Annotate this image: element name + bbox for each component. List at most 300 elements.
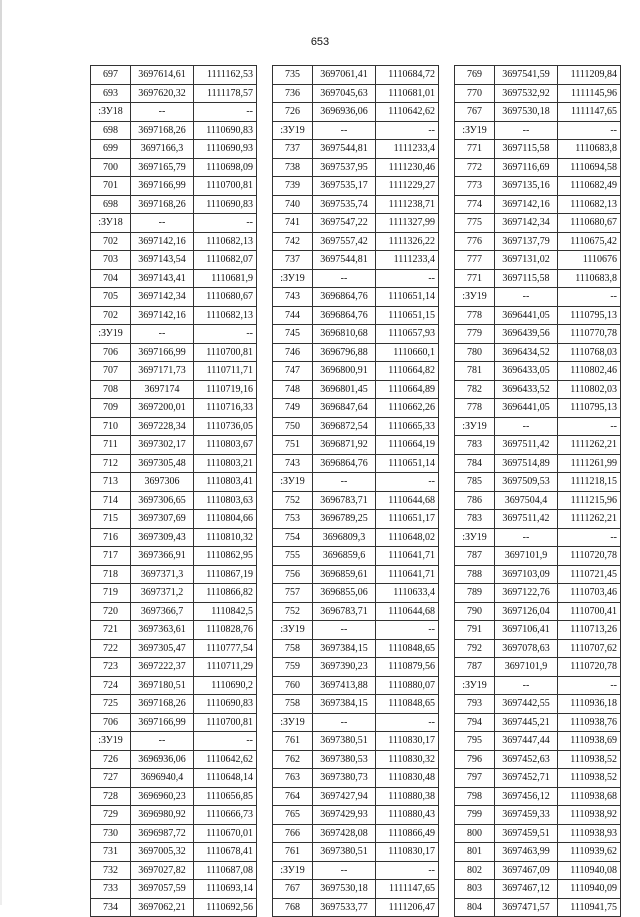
y-coordinate-cell: 1110656,85: [194, 787, 257, 806]
point-number-cell: 783: [455, 436, 495, 455]
point-number-cell: 699: [91, 140, 131, 159]
table-row: [91, 806, 257, 825]
x-coordinate-cell: 3696433,52: [495, 380, 558, 399]
y-coordinate-cell: 1110657,93: [376, 325, 439, 344]
x-coordinate-cell: 3697116,69: [495, 158, 558, 177]
y-coordinate-cell: 1111162,53: [194, 66, 257, 85]
table-row: [273, 787, 439, 806]
point-number-cell: 800: [455, 824, 495, 843]
x-coordinate-cell: 3696800,91: [313, 362, 376, 381]
point-number-cell: :ЗУ19: [91, 325, 131, 344]
point-number-cell: 775: [455, 214, 495, 233]
table-row: [273, 528, 439, 547]
y-coordinate-cell: 1110664,89: [376, 380, 439, 399]
point-number-cell: 763: [273, 769, 313, 788]
y-coordinate-cell: 1111215,96: [558, 491, 621, 510]
y-coordinate-cell: 1110802,03: [558, 380, 621, 399]
x-coordinate-cell: 3697309,43: [131, 528, 194, 547]
y-coordinate-cell: 1110711,71: [194, 362, 257, 381]
x-coordinate-cell: --: [131, 325, 194, 344]
point-number-cell: 735: [273, 66, 313, 85]
table-row: [273, 676, 439, 695]
x-coordinate-cell: --: [313, 621, 376, 640]
x-coordinate-cell: 3697142,16: [131, 306, 194, 325]
x-coordinate-cell: 3697442,55: [495, 695, 558, 714]
point-number-cell: 727: [91, 769, 131, 788]
point-number-cell: 720: [91, 602, 131, 621]
x-coordinate-cell: 3697106,41: [495, 621, 558, 640]
table-row: [273, 103, 439, 122]
table-row: [91, 306, 257, 325]
y-coordinate-cell: 1110842,5: [194, 602, 257, 621]
x-coordinate-cell: 3697459,51: [495, 824, 558, 843]
table-row: [91, 325, 257, 344]
table-row: [273, 417, 439, 436]
table-row: [91, 880, 257, 899]
x-coordinate-cell: 3697142,34: [495, 214, 558, 233]
y-coordinate-cell: 1110880,43: [376, 806, 439, 825]
table-row: [91, 473, 257, 492]
point-number-cell: 731: [91, 843, 131, 862]
table-row: [91, 288, 257, 307]
y-coordinate-cell: 1110879,56: [376, 658, 439, 677]
x-coordinate-cell: --: [131, 214, 194, 233]
x-coordinate-cell: 3697307,69: [131, 510, 194, 529]
x-coordinate-cell: 3697174: [131, 380, 194, 399]
y-coordinate-cell: 1110700,81: [194, 177, 257, 196]
table-row: [455, 436, 621, 455]
x-coordinate-cell: --: [313, 121, 376, 140]
point-number-cell: 752: [273, 602, 313, 621]
y-coordinate-cell: 1110939,62: [558, 843, 621, 862]
table-row: [91, 417, 257, 436]
x-coordinate-cell: 3697101,9: [495, 547, 558, 566]
x-coordinate-cell: 3697371,3: [131, 565, 194, 584]
table-row: [273, 806, 439, 825]
table-row: [455, 547, 621, 566]
x-coordinate-cell: 3697452,63: [495, 750, 558, 769]
y-coordinate-cell: 1110666,73: [194, 806, 257, 825]
point-number-cell: 716: [91, 528, 131, 547]
x-coordinate-cell: 3696936,06: [313, 103, 376, 122]
x-coordinate-cell: 3696809,3: [313, 528, 376, 547]
x-coordinate-cell: 3697027,82: [131, 861, 194, 880]
table-row: [455, 66, 621, 85]
x-coordinate-cell: 3697544,81: [313, 140, 376, 159]
y-coordinate-cell: 1111233,4: [376, 251, 439, 270]
point-number-cell: 708: [91, 380, 131, 399]
x-coordinate-cell: 3696441,05: [495, 399, 558, 418]
y-coordinate-cell: 1110690,2: [194, 676, 257, 695]
x-coordinate-cell: 3697537,95: [313, 158, 376, 177]
y-coordinate-cell: 1110770,78: [558, 325, 621, 344]
x-coordinate-cell: 3697305,47: [131, 639, 194, 658]
table-row: [455, 713, 621, 732]
x-coordinate-cell: 3696871,92: [313, 436, 376, 455]
x-coordinate-cell: 3697511,42: [495, 510, 558, 529]
y-coordinate-cell: 1111261,99: [558, 454, 621, 473]
y-coordinate-cell: 1110690,93: [194, 140, 257, 159]
x-coordinate-cell: 3697103,09: [495, 565, 558, 584]
x-coordinate-cell: 3696847,64: [313, 399, 376, 418]
point-number-cell: 707: [91, 362, 131, 381]
x-coordinate-cell: 3697166,99: [131, 713, 194, 732]
table-row: [455, 473, 621, 492]
point-number-cell: 766: [273, 824, 313, 843]
x-coordinate-cell: 3697380,53: [313, 750, 376, 769]
coordinate-table-1: [90, 65, 257, 917]
table-row: [91, 214, 257, 233]
y-coordinate-cell: 1110693,14: [194, 880, 257, 899]
y-coordinate-cell: 1110830,17: [376, 732, 439, 751]
table-row: [455, 417, 621, 436]
point-number-cell: 778: [455, 399, 495, 418]
x-coordinate-cell: 3697143,54: [131, 251, 194, 270]
table-row: [455, 806, 621, 825]
point-number-cell: 796: [455, 750, 495, 769]
x-coordinate-cell: 3697380,51: [313, 732, 376, 751]
table-row: [91, 177, 257, 196]
point-number-cell: 751: [273, 436, 313, 455]
x-coordinate-cell: 3697045,63: [313, 84, 376, 103]
point-number-cell: 726: [273, 103, 313, 122]
point-number-cell: :ЗУ19: [455, 676, 495, 695]
table-row: [273, 621, 439, 640]
table-row: [455, 325, 621, 344]
table-row: [455, 732, 621, 751]
table-row: [455, 769, 621, 788]
x-coordinate-cell: 3697428,08: [313, 824, 376, 843]
y-coordinate-cell: 1110803,21: [194, 454, 257, 473]
table-row: [455, 750, 621, 769]
point-number-cell: 705: [91, 288, 131, 307]
point-number-cell: :ЗУ19: [455, 288, 495, 307]
y-coordinate-cell: 1110690,83: [194, 121, 257, 140]
y-coordinate-cell: 1110803,67: [194, 436, 257, 455]
y-coordinate-cell: 1110664,82: [376, 362, 439, 381]
x-coordinate-cell: 3697166,99: [131, 343, 194, 362]
point-number-cell: 738: [273, 158, 313, 177]
point-number-cell: 768: [273, 898, 313, 917]
point-number-cell: 722: [91, 639, 131, 658]
y-coordinate-cell: 1110777,54: [194, 639, 257, 658]
y-coordinate-cell: 1111147,65: [376, 880, 439, 899]
y-coordinate-cell: --: [376, 473, 439, 492]
x-coordinate-cell: 3696987,72: [131, 824, 194, 843]
y-coordinate-cell: 1110682,13: [194, 232, 257, 251]
table-row: [273, 380, 439, 399]
point-number-cell: :ЗУ19: [455, 528, 495, 547]
table-row: [273, 306, 439, 325]
y-coordinate-cell: 1111327,99: [376, 214, 439, 233]
table-row: [273, 695, 439, 714]
table-row: [455, 565, 621, 584]
x-coordinate-cell: 3697302,17: [131, 436, 194, 455]
point-number-cell: 758: [273, 639, 313, 658]
point-number-cell: 764: [273, 787, 313, 806]
table-row: [455, 528, 621, 547]
table-row: [455, 658, 621, 677]
y-coordinate-cell: 1110711,29: [194, 658, 257, 677]
point-number-cell: 757: [273, 584, 313, 603]
table-row: [455, 121, 621, 140]
point-number-cell: 780: [455, 343, 495, 362]
point-number-cell: 719: [91, 584, 131, 603]
point-number-cell: 781: [455, 362, 495, 381]
table-row: [91, 343, 257, 362]
point-number-cell: 732: [91, 861, 131, 880]
point-number-cell: :ЗУ19: [273, 121, 313, 140]
point-number-cell: 789: [455, 584, 495, 603]
y-coordinate-cell: 1111233,4: [376, 140, 439, 159]
y-coordinate-cell: 1110700,81: [194, 713, 257, 732]
x-coordinate-cell: 3696783,71: [313, 491, 376, 510]
point-number-cell: 792: [455, 639, 495, 658]
table-row: [455, 824, 621, 843]
point-number-cell: 711: [91, 436, 131, 455]
y-coordinate-cell: 1110641,71: [376, 547, 439, 566]
y-coordinate-cell: 1110938,52: [558, 769, 621, 788]
y-coordinate-cell: --: [558, 676, 621, 695]
table-row: [455, 195, 621, 214]
point-number-cell: 798: [455, 787, 495, 806]
y-coordinate-cell: 1110698,09: [194, 158, 257, 177]
point-number-cell: 748: [273, 380, 313, 399]
table-row: [91, 787, 257, 806]
table-row: [455, 251, 621, 270]
table-row: [273, 510, 439, 529]
point-number-cell: :ЗУ19: [273, 621, 313, 640]
table-row: [273, 158, 439, 177]
table-row: [273, 491, 439, 510]
y-coordinate-cell: 1111206,47: [376, 898, 439, 917]
y-coordinate-cell: 1110880,07: [376, 676, 439, 695]
table-row: [91, 565, 257, 584]
x-coordinate-cell: 3696864,76: [313, 306, 376, 325]
table-row: [91, 103, 257, 122]
table-row: [91, 399, 257, 418]
y-coordinate-cell: 1110651,17: [376, 510, 439, 529]
y-coordinate-cell: 1111209,84: [558, 66, 621, 85]
table-row: [273, 584, 439, 603]
x-coordinate-cell: --: [495, 121, 558, 140]
y-coordinate-cell: 1110682,49: [558, 177, 621, 196]
point-number-cell: 693: [91, 84, 131, 103]
table-row: [455, 103, 621, 122]
x-coordinate-cell: 3697504,4: [495, 491, 558, 510]
table-row: [273, 251, 439, 270]
x-coordinate-cell: 3697614,61: [131, 66, 194, 85]
x-coordinate-cell: --: [495, 528, 558, 547]
x-coordinate-cell: 3697620,32: [131, 84, 194, 103]
table-row: [91, 510, 257, 529]
point-number-cell: 712: [91, 454, 131, 473]
table-row: [455, 362, 621, 381]
y-coordinate-cell: 1110641,71: [376, 565, 439, 584]
y-coordinate-cell: 1110681,01: [376, 84, 439, 103]
y-coordinate-cell: 1111147,65: [558, 103, 621, 122]
y-coordinate-cell: 1110848,65: [376, 639, 439, 658]
x-coordinate-cell: 3697511,42: [495, 436, 558, 455]
table-row: [273, 399, 439, 418]
table-row: [455, 602, 621, 621]
x-coordinate-cell: 3696441,05: [495, 306, 558, 325]
table-row: [273, 232, 439, 251]
point-number-cell: 784: [455, 454, 495, 473]
y-coordinate-cell: 1110651,14: [376, 288, 439, 307]
scan-edge: [0, 0, 2, 905]
table-row: [273, 325, 439, 344]
y-coordinate-cell: 1110644,68: [376, 602, 439, 621]
point-number-cell: 702: [91, 306, 131, 325]
table-row: [455, 288, 621, 307]
point-number-cell: 795: [455, 732, 495, 751]
table-row: [455, 510, 621, 529]
y-coordinate-cell: 1110692,56: [194, 898, 257, 917]
y-coordinate-cell: 1110664,19: [376, 436, 439, 455]
table-row: [455, 843, 621, 862]
point-number-cell: 743: [273, 288, 313, 307]
table-row: [91, 528, 257, 547]
point-number-cell: 744: [273, 306, 313, 325]
x-coordinate-cell: 3697168,26: [131, 195, 194, 214]
table-row: [91, 195, 257, 214]
table-row: [273, 732, 439, 751]
x-coordinate-cell: 3697371,2: [131, 584, 194, 603]
y-coordinate-cell: 1110680,67: [194, 288, 257, 307]
table-row: [273, 750, 439, 769]
y-coordinate-cell: 1110684,72: [376, 66, 439, 85]
table-row: [273, 639, 439, 658]
x-coordinate-cell: 3697061,41: [313, 66, 376, 85]
y-coordinate-cell: --: [558, 417, 621, 436]
point-number-cell: 714: [91, 491, 131, 510]
x-coordinate-cell: --: [495, 288, 558, 307]
point-number-cell: 761: [273, 732, 313, 751]
y-coordinate-cell: 1110938,52: [558, 750, 621, 769]
x-coordinate-cell: 3697168,26: [131, 121, 194, 140]
x-coordinate-cell: 3697514,89: [495, 454, 558, 473]
y-coordinate-cell: 1110707,62: [558, 639, 621, 658]
table-row: [455, 639, 621, 658]
x-coordinate-cell: 3697452,71: [495, 769, 558, 788]
table-row: [273, 898, 439, 917]
table-row: [455, 676, 621, 695]
x-coordinate-cell: --: [495, 676, 558, 695]
x-coordinate-cell: 3697142,16: [495, 195, 558, 214]
x-coordinate-cell: 3697228,34: [131, 417, 194, 436]
table-row: [273, 288, 439, 307]
x-coordinate-cell: 3697115,58: [495, 140, 558, 159]
page-number: 653: [310, 36, 330, 48]
y-coordinate-cell: 1110830,48: [376, 769, 439, 788]
y-coordinate-cell: 1110676: [558, 251, 621, 270]
table-row: [91, 121, 257, 140]
x-coordinate-cell: 3697384,15: [313, 639, 376, 658]
point-number-cell: 787: [455, 658, 495, 677]
point-number-cell: 740: [273, 195, 313, 214]
y-coordinate-cell: 1110633,4: [376, 584, 439, 603]
table-row: [91, 66, 257, 85]
point-number-cell: 721: [91, 621, 131, 640]
y-coordinate-cell: --: [194, 214, 257, 233]
point-number-cell: :ЗУ19: [273, 473, 313, 492]
point-number-cell: 745: [273, 325, 313, 344]
y-coordinate-cell: 1110687,08: [194, 861, 257, 880]
y-coordinate-cell: 1110802,46: [558, 362, 621, 381]
x-coordinate-cell: 3697456,12: [495, 787, 558, 806]
table-row: [91, 713, 257, 732]
table-row: [91, 547, 257, 566]
table-row: [273, 269, 439, 288]
table-row: [91, 676, 257, 695]
y-coordinate-cell: 1110938,69: [558, 732, 621, 751]
x-coordinate-cell: 3696859,6: [313, 547, 376, 566]
table-row: [455, 695, 621, 714]
x-coordinate-cell: 3697530,18: [495, 103, 558, 122]
point-number-cell: 802: [455, 861, 495, 880]
x-coordinate-cell: 3697532,92: [495, 84, 558, 103]
x-coordinate-cell: 3696864,76: [313, 454, 376, 473]
x-coordinate-cell: 3697547,22: [313, 214, 376, 233]
x-coordinate-cell: 3696434,52: [495, 343, 558, 362]
x-coordinate-cell: 3697445,21: [495, 713, 558, 732]
x-coordinate-cell: --: [313, 269, 376, 288]
table-row: [455, 861, 621, 880]
table-row: [455, 158, 621, 177]
point-number-cell: 753: [273, 510, 313, 529]
table-row: [455, 880, 621, 899]
x-coordinate-cell: 3697541,59: [495, 66, 558, 85]
x-coordinate-cell: 3696940,4: [131, 769, 194, 788]
y-coordinate-cell: 1110940,08: [558, 861, 621, 880]
y-coordinate-cell: 1110690,83: [194, 695, 257, 714]
x-coordinate-cell: 3697101,9: [495, 658, 558, 677]
y-coordinate-cell: 1111218,15: [558, 473, 621, 492]
y-coordinate-cell: 1111262,21: [558, 436, 621, 455]
x-coordinate-cell: 3697115,58: [495, 269, 558, 288]
y-coordinate-cell: 1111178,57: [194, 84, 257, 103]
table-row: [273, 66, 439, 85]
x-coordinate-cell: 3697143,41: [131, 269, 194, 288]
point-number-cell: 769: [455, 66, 495, 85]
x-coordinate-cell: 3697166,99: [131, 177, 194, 196]
table-row: [455, 621, 621, 640]
point-number-cell: :ЗУ19: [455, 121, 495, 140]
x-coordinate-cell: 3697413,88: [313, 676, 376, 695]
x-coordinate-cell: 3697137,79: [495, 232, 558, 251]
y-coordinate-cell: 1110648,02: [376, 528, 439, 547]
coordinate-table-2: [272, 65, 439, 917]
table-row: [273, 121, 439, 140]
y-coordinate-cell: 1110660,1: [376, 343, 439, 362]
y-coordinate-cell: 1110644,68: [376, 491, 439, 510]
x-coordinate-cell: 3697363,61: [131, 621, 194, 640]
x-coordinate-cell: 3696439,56: [495, 325, 558, 344]
x-coordinate-cell: 3697530,18: [313, 880, 376, 899]
table-row: [91, 695, 257, 714]
point-number-cell: 729: [91, 806, 131, 825]
point-number-cell: 787: [455, 547, 495, 566]
y-coordinate-cell: 1110795,13: [558, 399, 621, 418]
x-coordinate-cell: 3697366,91: [131, 547, 194, 566]
point-number-cell: 778: [455, 306, 495, 325]
y-coordinate-cell: 1110795,13: [558, 306, 621, 325]
x-coordinate-cell: 3697305,48: [131, 454, 194, 473]
point-number-cell: :ЗУ19: [273, 713, 313, 732]
y-coordinate-cell: 1111230,46: [376, 158, 439, 177]
y-coordinate-cell: 1110804,66: [194, 510, 257, 529]
